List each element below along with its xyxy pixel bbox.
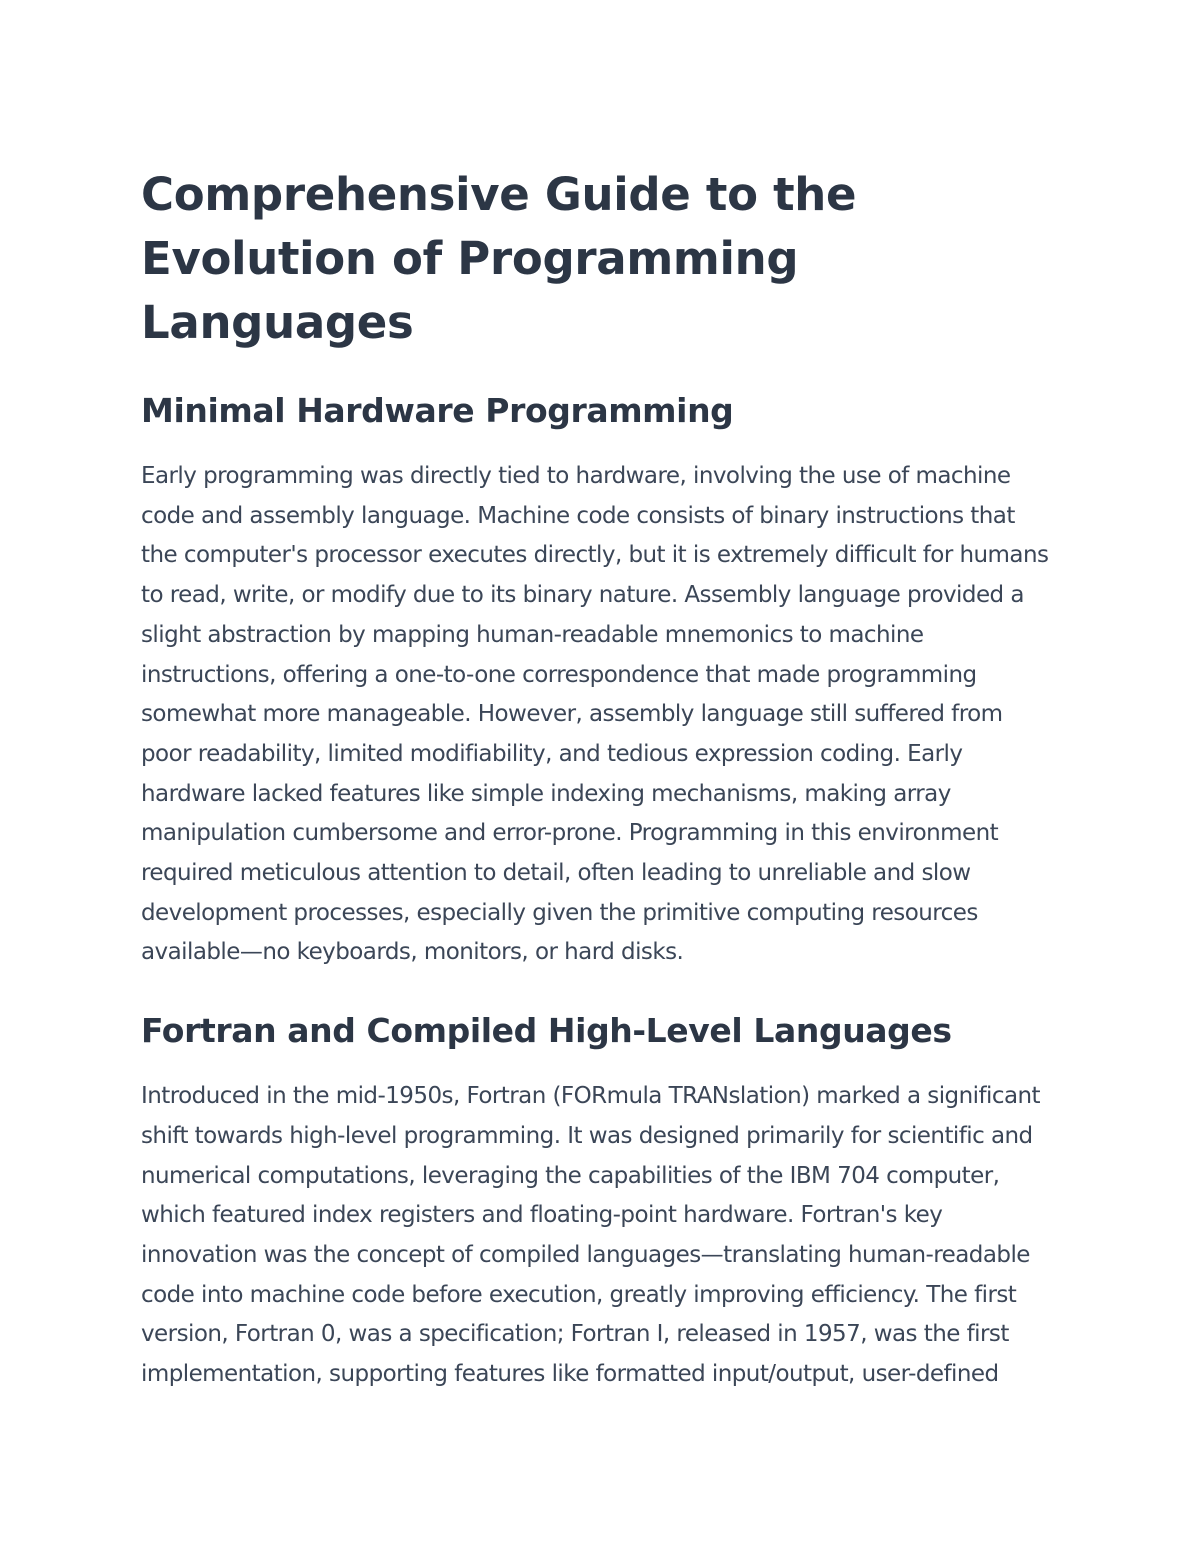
document-page (141, 163, 1053, 1395)
section-heading-fortran: Fortran and Compiled High-Level Languages (141, 1011, 952, 1051)
section-body-minimal-hardware: Early programming was directly tied to hardware, involving the use of machine code and assembly language. Machine code consists of binary instructions that the computer's processor executes directly, but it is extremely difficult for humans to read, write, or modify due to its binary nature. Assembly language provided a slight abstraction by mapping human-readable mnemonics to machine instructions, offering a one-to-one correspondence that made programming somewhat more manageable. However, assembly language still suffered from poor readability, limited modifiability, and tedious expression coding. Early hardware lacked features like simple indexing mechanisms, making array manipulation cumbersome and error-prone. Programming in this environment required meticulous attention to detail, often leading to unreliable and slow development processes, especially given the primitive computing resources available—no keyboards, monitors, or hard disks. (141, 463, 1049, 966)
section-heading-minimal-hardware: Minimal Hardware Programming (141, 391, 734, 430)
section-body-fortran: Introduced in the mid-1950s, Fortran (FORmula TRANslation) marked a significant shift towards high-level programming. It was designed primarily for scientific and numerical computations, leveraging the capabilities of the IBM 704 computer, which featured index registers and floating-point hardware. Fortran's key innovation was the concept of compiled languages—translating human-readable code into machine code before execution, greatly improving efficiency. The first version, Fortran 0, was a specification; Fortran I, released in 1957, was the first implementation, supporting features like formatted input/output, user-defined (141, 1083, 1040, 1388)
document-title: Comprehensive Guide to the Evolution of Programming Languages (141, 168, 857, 349)
